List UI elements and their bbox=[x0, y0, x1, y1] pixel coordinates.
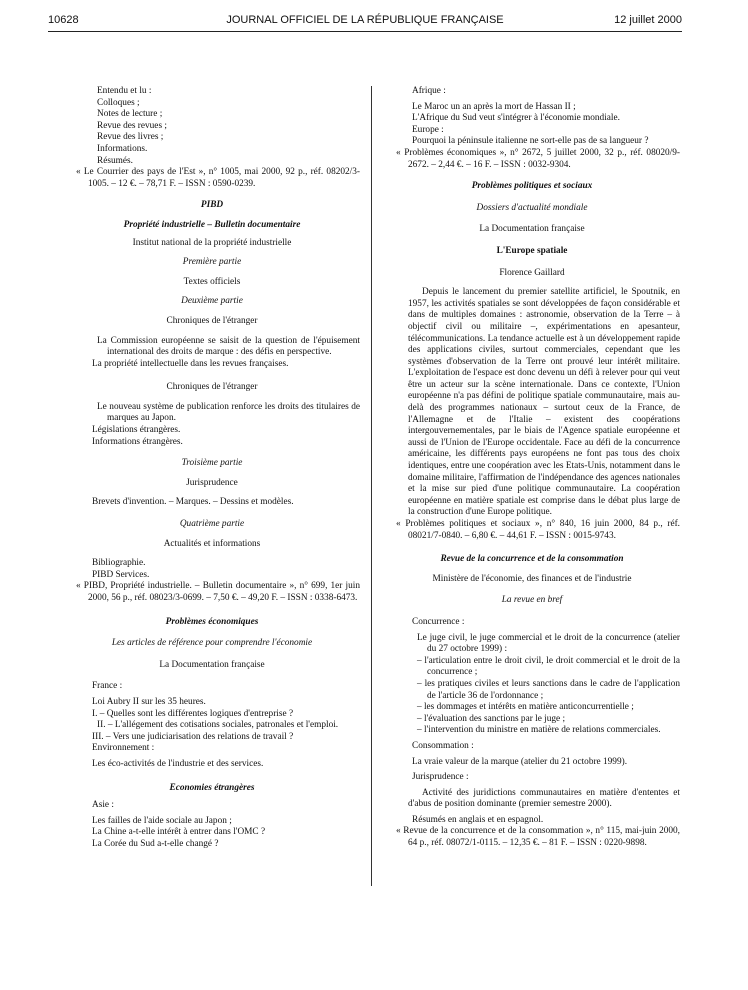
reference: « Revue de la concurrence et de la consommation », n° 115, mai-juin 2000, 64 p., réf. 08072/1-0115. – 12,35 €. – 81 F. – ISSN : 0220-9898. bbox=[396, 826, 680, 849]
text-line: Loi Aubry II sur les 35 heures. bbox=[92, 696, 206, 707]
publisher: Institut national de la propriété industrielle bbox=[132, 237, 292, 248]
part-title: Troisième partie bbox=[181, 458, 243, 469]
page-header bbox=[48, 14, 682, 30]
text-line: Environnement : bbox=[92, 743, 155, 754]
text-line: Informations. bbox=[97, 143, 148, 154]
text-line: La Chine a-t-elle intérêt à entrer dans l'OMC ? bbox=[92, 827, 266, 838]
text-line: Afrique : bbox=[412, 86, 446, 96]
reference: « Problèmes économiques », n° 2672, 5 juillet 2000, 32 p., réf. 08020/9-2672. – 2,44 €. – 16 F. – ISSN : 0032-9304. bbox=[396, 147, 680, 170]
text-line: Résumés en anglais et en espagnol. bbox=[412, 814, 544, 825]
section-subtitle: La revue en bref bbox=[501, 595, 563, 606]
text-line: La Commission européenne se saisit de la question de l'épuisement international des droits de marque : des défis en perspective. bbox=[97, 335, 360, 358]
heading: Chroniques de l'étranger bbox=[166, 382, 258, 393]
column-divider bbox=[371, 86, 372, 886]
reference: « PIBD, Propriété industrielle. – Bulletin documentaire », n° 699, 1er juin 2000, 56 p., réf. 08023/3-0699. – 7,50 €. – 49,20 F. – ISSN : 0338-6473. bbox=[76, 581, 360, 603]
author: Florence Gaillard bbox=[499, 267, 565, 278]
reference: « Le Courrier des pays de l'Est », n° 1005, mai 2000, 92 p., réf. 08202/3-1005. – 12 €. – 78,71 F. – ISSN : 0590-0239. bbox=[76, 167, 360, 189]
text-line: Brevets d'invention. – Marques. – Dessins et modèles. bbox=[92, 497, 294, 508]
issue-title: L'Europe spatiale bbox=[496, 245, 568, 256]
section-subtitle: Les articles de référence pour comprendre l'économie bbox=[111, 638, 313, 649]
part-title: Quatrième partie bbox=[179, 519, 245, 530]
text-line: Pourquoi la péninsule italienne ne sort-elle pas de sa langueur ? bbox=[412, 136, 649, 147]
text-line: Colloques ; bbox=[97, 97, 140, 108]
text-line: Activité des juridictions communautaires en matière d'ententes et d'abus de position dominante (premier semestre 2000). bbox=[408, 787, 680, 810]
heading: Textes officiels bbox=[183, 276, 241, 287]
list-item: – l'évaluation des sanctions par le juge ; bbox=[417, 713, 566, 724]
text-line: La propriété intellectuelle dans les revues françaises. bbox=[92, 358, 289, 369]
left-column bbox=[64, 86, 360, 851]
text-line: Informations étrangères. bbox=[92, 436, 183, 447]
issue-date: 12 juillet 2000 bbox=[614, 14, 682, 26]
heading: Chroniques de l'étranger bbox=[166, 315, 258, 326]
text-line: Le juge civil, le juge commercial et le droit de la concurrence (atelier du 27 octobre 1999) : bbox=[417, 632, 680, 655]
section-title: Problèmes économiques bbox=[165, 616, 259, 627]
text-line: Jurisprudence : bbox=[412, 772, 469, 783]
list-item: – l'articulation entre le droit civil, le droit commercial et le droit de la concurrence ; bbox=[417, 655, 680, 678]
publisher: Ministère de l'économie, des finances et de l'industrie bbox=[432, 573, 632, 584]
text-line: III. – Vers une judiciarisation des relations de travail ? bbox=[92, 731, 294, 742]
part-title: Deuxième partie bbox=[181, 296, 243, 307]
text-line: Consommation : bbox=[412, 740, 474, 751]
text-line: Entendu et lu : bbox=[97, 86, 152, 96]
text-line: Revue des livres ; bbox=[97, 132, 164, 143]
heading: Jurisprudence bbox=[186, 477, 238, 488]
text-line: II. – L'allégement des cotisations sociales, patronales et l'emploi. bbox=[97, 720, 339, 731]
section-title: PIBD bbox=[200, 200, 224, 211]
text-line: La Corée du Sud a-t-elle changé ? bbox=[92, 838, 219, 849]
text-line: Le nouveau système de publication renforce les droits des titulaires de marques au Japon. bbox=[97, 401, 360, 424]
reference: « Problèmes politiques et sociaux », n° 840, 16 juin 2000, 84 p., réf. 08021/7-0840. – 6,80 €. – 44,61 F. – ISSN : 0015-9743. bbox=[396, 519, 680, 541]
page-number: 10628 bbox=[48, 14, 79, 26]
text-line: Les éco-activités de l'industrie et des services. bbox=[92, 758, 264, 769]
part-title: Première partie bbox=[182, 257, 242, 268]
header-rule bbox=[48, 31, 682, 32]
text-line: PIBD Services. bbox=[92, 569, 150, 580]
journal-title: JOURNAL OFFICIEL DE LA RÉPUBLIQUE FRANÇAISE bbox=[226, 14, 504, 26]
text-line: Législations étrangères. bbox=[92, 425, 181, 436]
text-line: La vraie valeur de la marque (atelier du 21 octobre 1999). bbox=[412, 756, 628, 767]
text-line: Europe : bbox=[412, 124, 444, 135]
list-item: – l'intervention du ministre en matière de relations commerciales. bbox=[417, 725, 661, 736]
section-title: Problèmes politiques et sociaux bbox=[471, 181, 593, 192]
text-line: Notes de lecture ; bbox=[97, 109, 163, 120]
list-item: – les pratiques civiles et leurs sanctions dans le cadre de l'application de l'article 36 de l'ordonnance ; bbox=[417, 678, 680, 701]
text-line: Le Maroc un an après la mort de Hassan II ; bbox=[412, 101, 576, 112]
text-line: L'Afrique du Sud veut s'intégrer à l'économie mondiale. bbox=[412, 113, 620, 124]
section-title: Economies étrangères bbox=[169, 782, 255, 793]
text-line: Asie : bbox=[92, 800, 114, 811]
publisher: La Documentation française bbox=[159, 659, 265, 670]
text-line: Bibliographie. bbox=[92, 558, 146, 569]
heading: Actualités et informations bbox=[163, 538, 261, 549]
text-line: I. – Quelles sont les différentes logiques d'entreprise ? bbox=[92, 708, 294, 719]
text-line: Revue des revues ; bbox=[97, 120, 167, 131]
text-line: Les failles de l'aide sociale au Japon ; bbox=[92, 815, 232, 826]
section-title: Revue de la concurrence et de la consommation bbox=[440, 554, 624, 565]
publisher: La Documentation française bbox=[479, 224, 585, 235]
section-subtitle: Propriété industrielle – Bulletin documentaire bbox=[123, 219, 301, 230]
right-column bbox=[384, 86, 680, 850]
text-line: Résumés. bbox=[97, 155, 133, 166]
section-subtitle: Dossiers d'actualité mondiale bbox=[476, 202, 588, 213]
list-item: – les dommages et intérêts en matière anticoncurrentielle ; bbox=[417, 702, 634, 713]
text-line: Concurrence : bbox=[412, 616, 465, 627]
abstract: Depuis le lancement du premier satellite artificiel, le Spoutnik, en 1957, les activités spatiales se sont développées de façon considérable et dans de multiples domaines : astronomie, observation de la Terre – à objectif civil ou militaire –, expérimentations en apesanteur, télécommunications. La tendance actuelle est à un développement rapide des applications civiles, surtout commerciales, cependant que les systèmes d'observation de la Terre ont prouvé leur intérêt militaire. L'exploitation de l'espace est donc devenu un défi à relever pour qui veut être un acteur sur la scène internationale. Dans ce contexte, l'Union européenne n'a pas défini de politique spatiale communautaire, mais au-delà des programmes nationaux – surtout ceux de la France, de l'Allemagne et de l'Italie – existent des coopérations intergouvernementales, par le biais de l'Agence spatiale européenne et aussi de l'Union de l'Europe occidentale. Face au défi de la concurrence américaine, les différents pays européens ne font pas tous des choix identiques, entre une coopération avec les Etats-Unis, notamment dans le domaine militaire, l'affirmation de l'indépendance des agences nationales et la mise sur pied d'une politique communautaire. La coopération européenne en matière spatiale est comprise dans le débat plus large de la construction d'une Europe politique. bbox=[408, 287, 680, 518]
text-line: France : bbox=[92, 681, 123, 692]
